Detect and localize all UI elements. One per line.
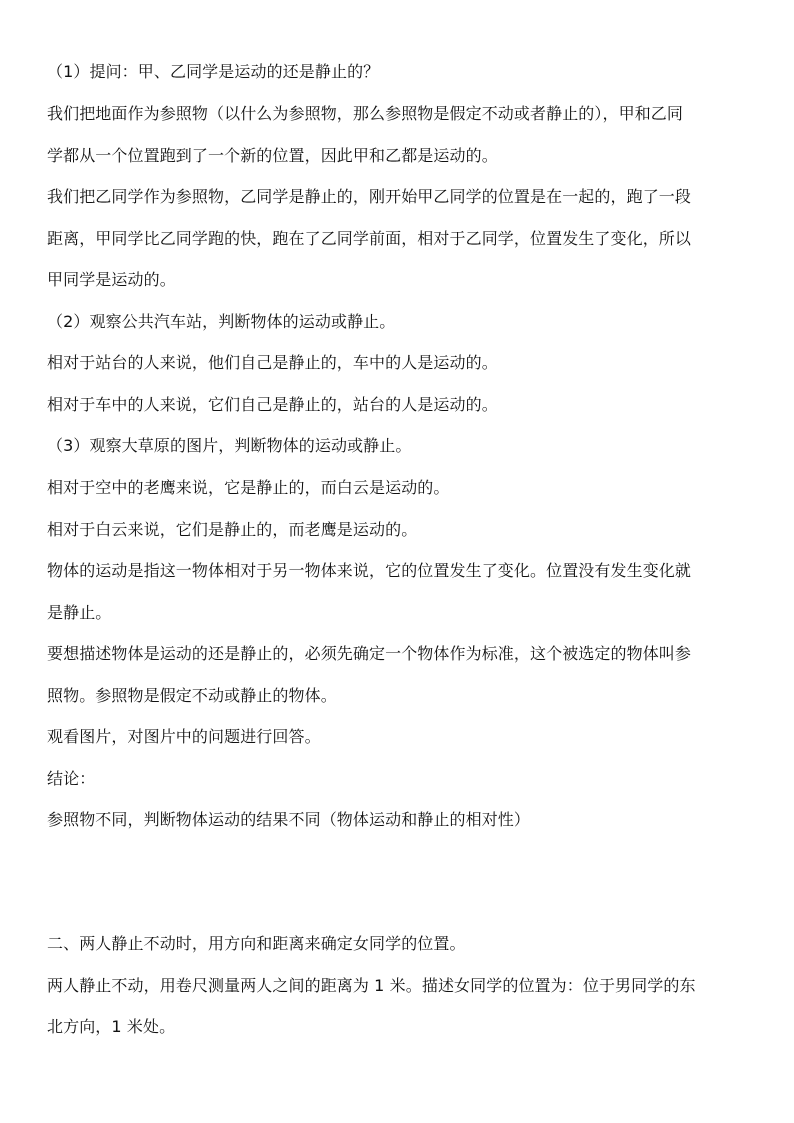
paragraph-line: 我们把地面作为参照物（以什么为参照物，那么参照物是假定不动或者静止的），甲和乙同 [47, 104, 684, 123]
paragraph-line: 相对于白云来说，它们是静止的，而老鹰是运动的。 [47, 520, 418, 539]
paragraph-line: 相对于空中的老鹰来说，它是静止的，而白云是运动的。 [47, 478, 450, 497]
paragraph-line: 我们把乙同学作为参照物，乙同学是静止的，刚开始甲乙同学的位置是在一起的，跑了一段 [47, 187, 692, 206]
paragraph-line: 照物。参照物是假定不动或静止的物体。 [47, 686, 337, 705]
paragraph-line: 物体的运动是指这一物体相对于另一物体来说，它的位置发生了变化。位置没有发生变化就 [47, 561, 692, 580]
question-2-heading: （2）观察公共汽车站，判断物体的运动或静止。 [47, 312, 396, 331]
section-2-heading: 二、两人静止不动时，用方向和距离来确定女同学的位置。 [47, 934, 466, 953]
paragraph-line: 北方向，1 米处。 [47, 1017, 176, 1036]
conclusion-text: 参照物不同，判断物体运动的结果不同（物体运动和静止的相对性） [47, 810, 531, 829]
question-1-heading: （1）提问：甲、乙同学是运动的还是静止的？ [47, 62, 380, 81]
paragraph-line: 两人静止不动，用卷尺测量两人之间的距离为 1 米。描述女同学的位置为：位于男同学的东 [47, 976, 696, 995]
paragraph-line: 距离，甲同学比乙同学跑的快，跑在了乙同学前面，相对于乙同学，位置发生了变化，所以 [47, 229, 692, 248]
paragraph-line: 相对于站台的人来说，他们自己是静止的，车中的人是运动的。 [47, 353, 498, 372]
paragraph-line: 要想描述物体是运动的还是静止的，必须先确定一个物体作为标准，这个被选定的物体叫参 [47, 644, 692, 663]
paragraph-line: 甲同学是运动的。 [47, 270, 176, 289]
paragraph-line: 学都从一个位置跑到了一个新的位置，因此甲和乙都是运动的。 [47, 146, 498, 165]
paragraph-line: 观看图片，对图片中的问题进行回答。 [47, 727, 321, 746]
conclusion-label: 结论： [47, 769, 96, 788]
paragraph-line: 相对于车中的人来说，它们自己是静止的，站台的人是运动的。 [47, 395, 498, 414]
question-3-heading: （3）观察大草原的图片，判断物体的运动或静止。 [47, 436, 412, 455]
paragraph-line: 是静止。 [47, 603, 112, 622]
